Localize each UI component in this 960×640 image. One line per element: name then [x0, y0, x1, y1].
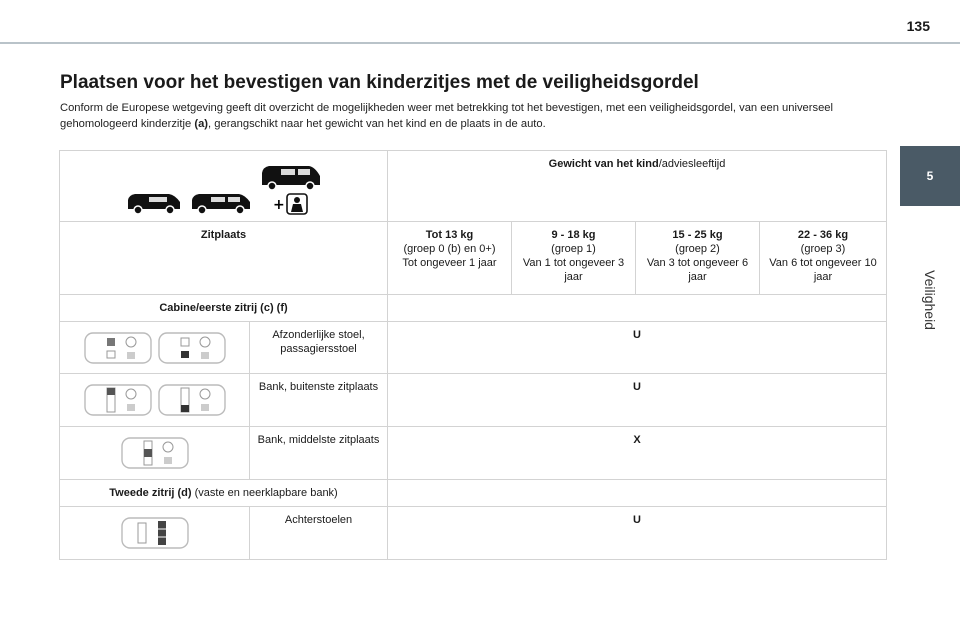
seat-diagram-cell	[60, 427, 250, 480]
intro-text-1: Conform de Europese wetgeving geeft dit overzicht de mogelijkheden weer met betrekking tot het bevestigen, met een veiligheidsgordel, van een universeel gehomologeerd kinderzitje	[60, 102, 834, 130]
car-top-view-icon	[157, 382, 227, 418]
section-title: Cabine/eerste zitrij (c) (f)	[60, 295, 388, 322]
weight-age: Van 1 tot ongeveer 3 jaar	[522, 257, 625, 283]
weight-groups-row	[60, 222, 887, 295]
weight-group-cell	[512, 222, 636, 295]
chapter-label-text: Veiligheid	[922, 270, 938, 330]
table-row	[60, 507, 887, 560]
svg-text:+: +	[272, 197, 285, 213]
table-row	[60, 374, 887, 427]
child-seat-icon	[271, 193, 311, 215]
section-row	[60, 480, 887, 507]
section-title-rest: (vaste en neerklapbare bank)	[191, 487, 338, 499]
intro-text-2: , gerangschikt naar het gewicht van het kind en de plaats in de auto.	[208, 118, 546, 130]
car-top-view-icon	[83, 382, 153, 418]
weight-group: (groep 1)	[551, 243, 596, 255]
car-top-view-icon	[120, 515, 190, 551]
section-title	[60, 480, 388, 507]
suitability-code: X	[388, 427, 887, 480]
seat-diagram-cell	[60, 322, 250, 374]
car-top-view-icon	[157, 330, 227, 366]
van-icon	[189, 189, 253, 215]
chapter-number: 5	[926, 169, 934, 183]
weight-kg: 22 - 36 kg	[797, 229, 849, 241]
page-number: 135	[906, 18, 930, 34]
weight-age: Van 3 tot ongeveer 6 jaar	[646, 257, 749, 283]
child-seat-table	[59, 150, 887, 560]
car-top-view-icon	[120, 435, 190, 471]
weight-group: (groep 3)	[800, 243, 846, 255]
table-row	[60, 322, 887, 374]
weight-group: (groep 0 (b) en 0+)	[403, 243, 496, 255]
chapter-tab[interactable]	[900, 146, 960, 206]
section-row	[60, 295, 887, 322]
suitability-code: U	[388, 507, 887, 560]
suitability-code: U	[388, 322, 887, 374]
page-title: Plaatsen voor het bevestigen van kinderzitjes met de veiligheidsgordel	[60, 72, 699, 93]
weight-group-cell	[636, 222, 760, 295]
van-icon	[125, 189, 183, 215]
weight-header-bold: Gewicht van het kind	[548, 158, 659, 170]
seat-position-label: Bank, middelste zitplaats	[250, 427, 388, 480]
section-empty	[388, 480, 887, 507]
section-title-bold: Tweede zitrij (d)	[109, 487, 192, 499]
seat-label-cell: Zitplaats	[60, 222, 388, 295]
seat-diagram-cell	[60, 374, 250, 427]
weight-header-rest: /adviesleeftijd	[658, 158, 726, 170]
chapter-label	[912, 240, 948, 360]
weight-age: Tot ongeveer 1 jaar	[402, 257, 497, 269]
weight-kg: Tot 13 kg	[425, 229, 474, 241]
weight-header-cell	[388, 151, 887, 222]
car-top-view-icon	[83, 330, 153, 366]
weight-group: (groep 2)	[675, 243, 720, 255]
weight-age: Van 6 tot ongeveer 10 jaar	[769, 257, 877, 283]
section-empty	[388, 295, 887, 322]
table-header-row	[60, 151, 887, 222]
van-icon	[259, 163, 323, 191]
seat-position-label: Bank, buitenste zitplaats	[250, 374, 388, 427]
seat-position-label: Afzonderlijke stoel, passagiersstoel	[250, 322, 388, 374]
top-rule	[0, 42, 960, 44]
intro-paragraph	[60, 100, 890, 132]
table-row	[60, 427, 887, 480]
seat-position-label: Achterstoelen	[250, 507, 388, 560]
seat-diagram-cell	[60, 507, 250, 560]
intro-ref-a: (a)	[194, 118, 209, 130]
vehicle-icons-cell	[60, 151, 388, 222]
suitability-code: U	[388, 374, 887, 427]
weight-group-cell	[388, 222, 512, 295]
weight-kg: 15 - 25 kg	[672, 229, 723, 241]
weight-kg: 9 - 18 kg	[551, 229, 596, 241]
weight-group-cell	[760, 222, 887, 295]
